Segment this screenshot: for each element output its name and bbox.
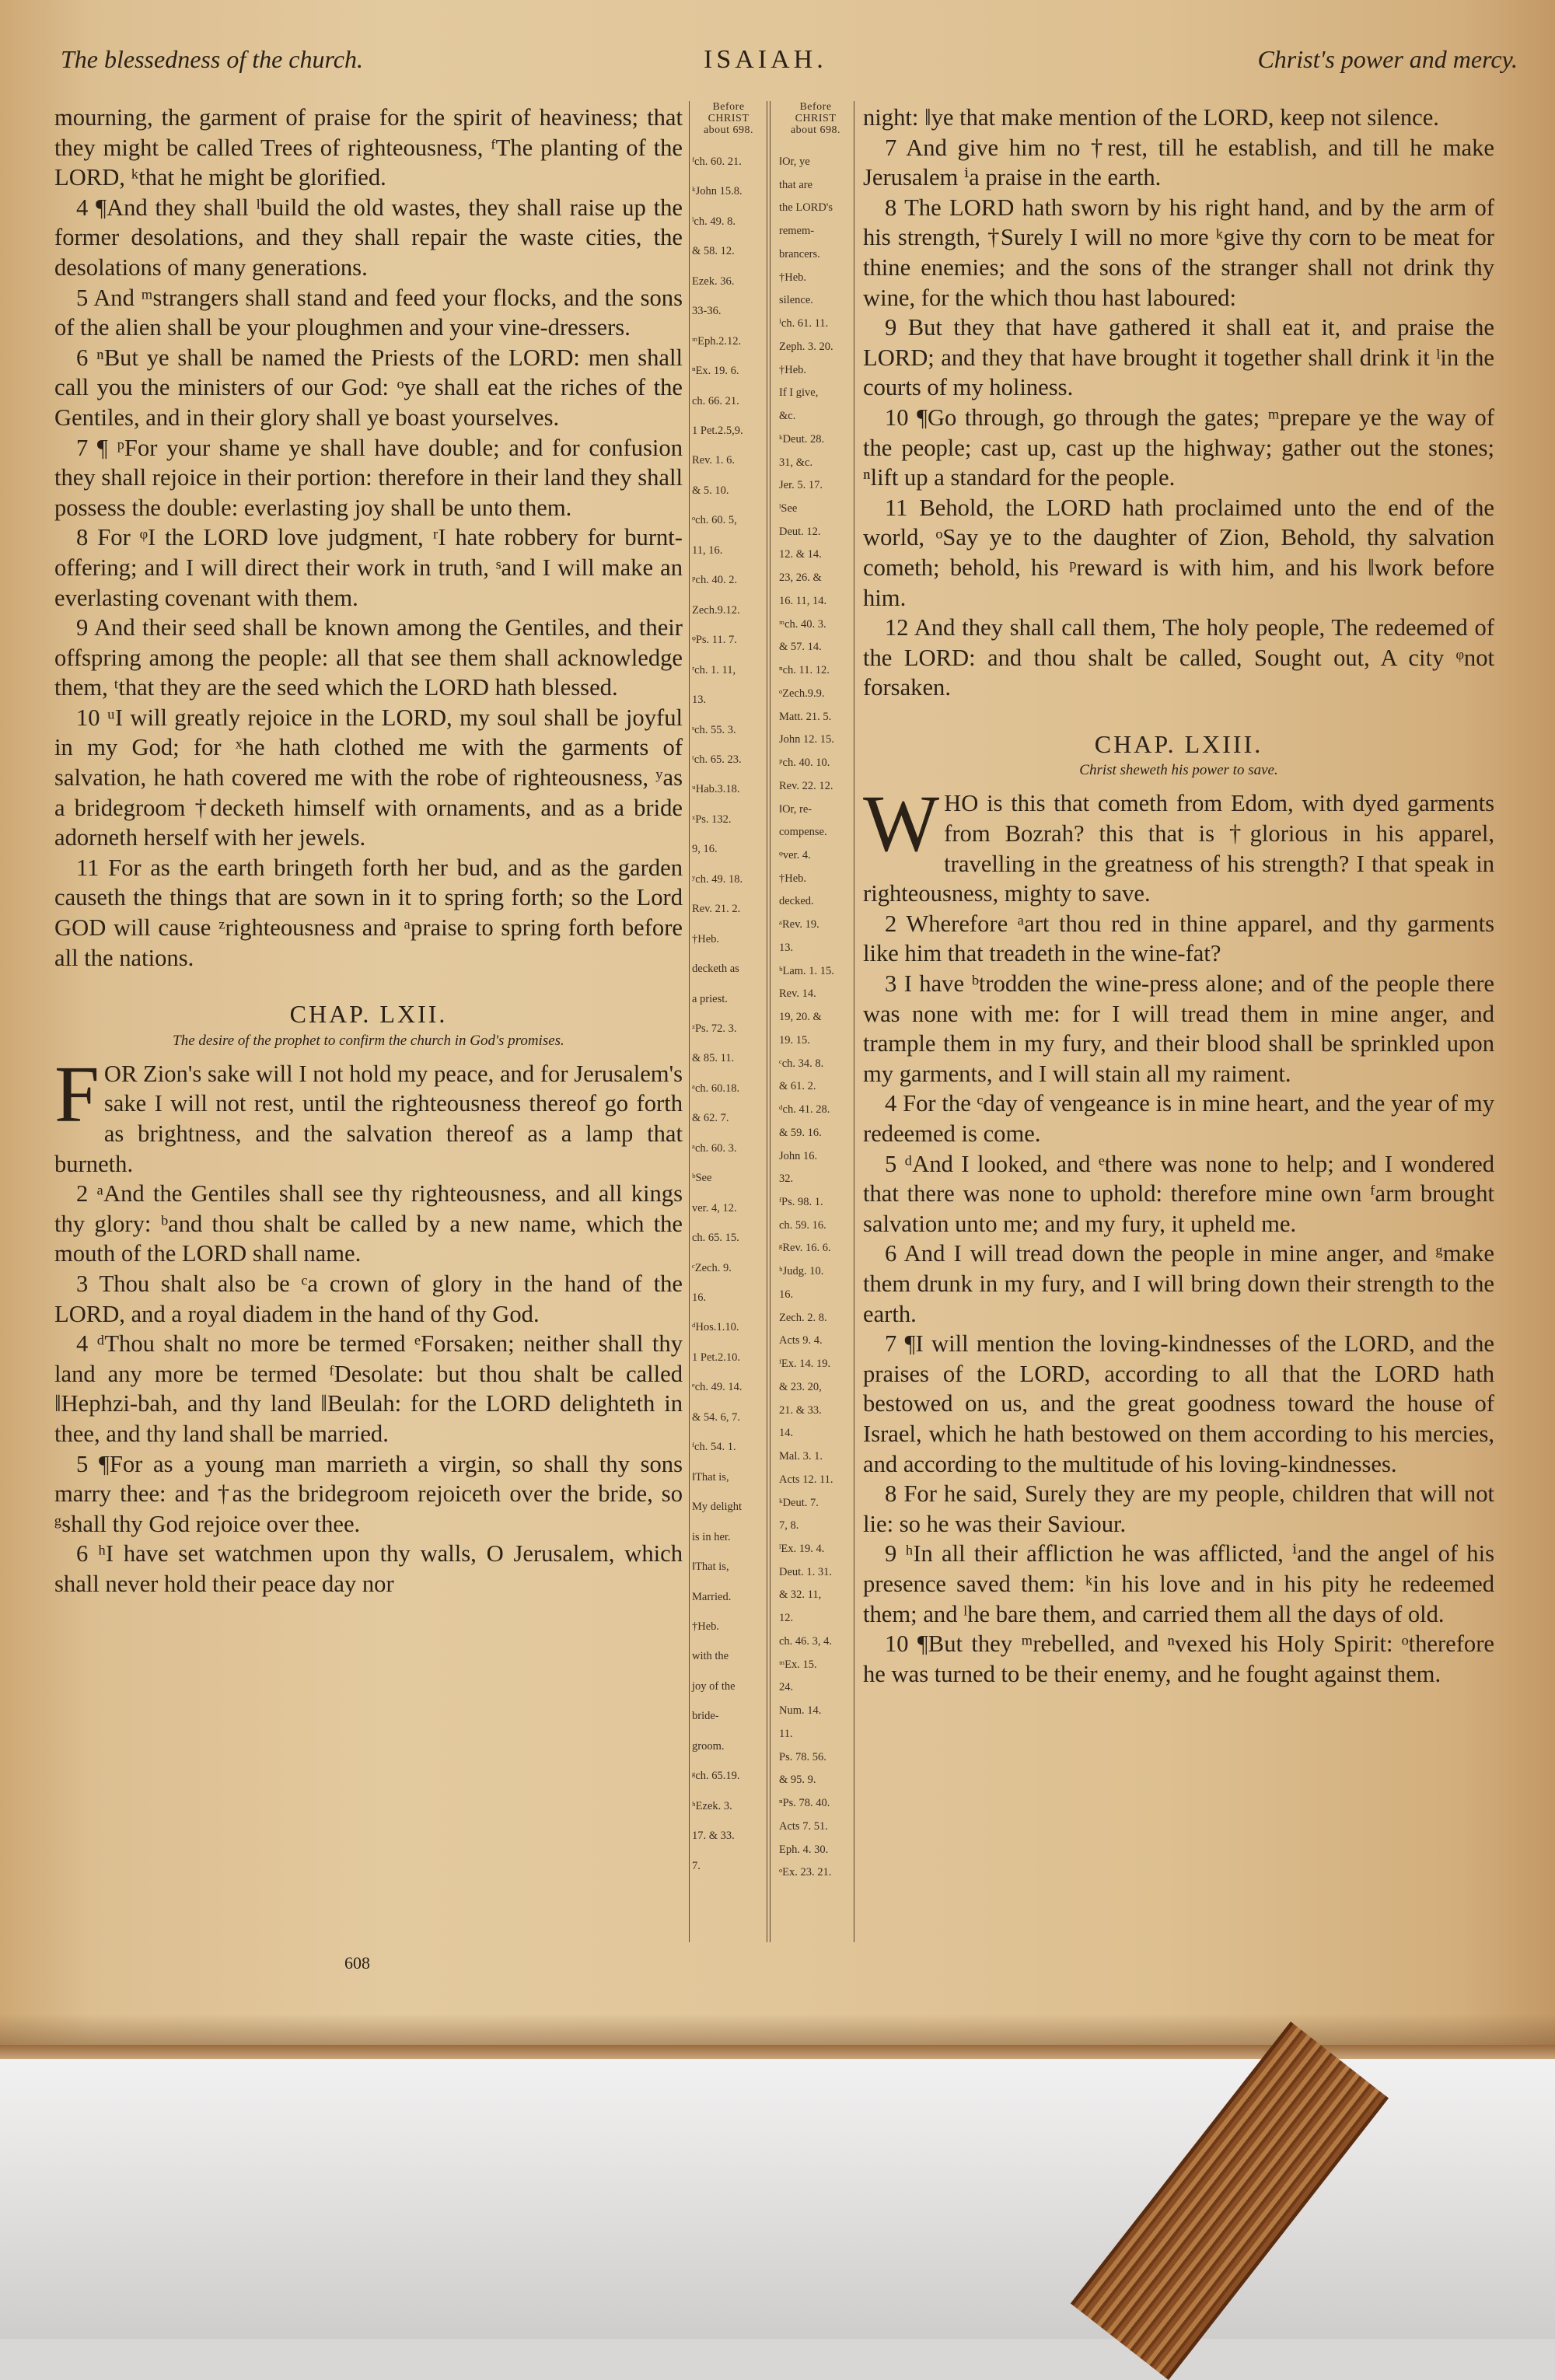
cross-reference: ʰJudg. 10. <box>779 1265 824 1277</box>
running-header-left: The blessedness of the church. <box>61 45 363 73</box>
verse: 6 ʰI have set watchmen upon thy walls, O Jerusalem, which shall never hold their peace day nor <box>54 1540 683 1597</box>
cross-reference: †Heb. <box>692 933 720 945</box>
cross-reference: 13. <box>779 942 794 954</box>
cross-reference: 19, 20. & <box>779 1011 822 1023</box>
cross-reference: & 59. 16. <box>779 1127 822 1139</box>
verse: 10 ᵘI will greatly rejoice in the LORD, my soul shall be joyful in my God; for ˣhe hath clothed me with the garments of salvation, he hath covered me with the robe of righteousness, ʸas a bridegroom †decketh himself with ornaments, and as a bride adorneth herself with her jewels. <box>54 704 683 851</box>
verse: WHO is this that cometh from Edom, with dyed garments from Bozrah? this that is †glorious in his apparel, travelling in the greatness of his strength? I that speak in righteousness, mighty to save. <box>863 779 1494 907</box>
cross-reference: & 5. 10. <box>692 484 729 497</box>
cross-reference: ᵠver. 4. <box>779 849 811 861</box>
cross-reference: ᵈch. 41. 28. <box>779 1103 830 1116</box>
cross-reference: ᵐEx. 15. <box>779 1658 817 1671</box>
verse: 8 For he said, Surely they are my people, children that will not lie: so he was their Saviour. <box>863 1480 1494 1537</box>
cross-reference: My delight <box>692 1501 743 1513</box>
cross-reference: 31, &c. <box>779 456 813 469</box>
text-column-left <box>54 103 683 1599</box>
cross-reference: 19. 15. <box>779 1034 810 1047</box>
verse: 3 Thou shalt also be ᶜa crown of glory in the hand of the LORD, and a royal diadem in the hand of thy God. <box>54 1270 683 1327</box>
verse: 7 ¶I will mention the loving-kindnesses of the LORD, and the praises of the LORD, according to all that the LORD hath bestowed on us, and the great goodness toward the house of Israel, which he hath bestowed on them according to his mercies, and according to the multitude of his loving-kindnesses. <box>863 1330 1494 1477</box>
margin-date-heading: Before CHRIST about 698. <box>703 101 754 136</box>
cross-reference: ᵈHos.1.10. <box>692 1321 739 1333</box>
cross-reference: ᵒEx. 23. 21. <box>779 1866 832 1878</box>
cross-reference: ch. 65. 15. <box>692 1232 739 1244</box>
cross-reference: decketh as <box>692 963 739 975</box>
cross-reference: ᵠPs. 11. 7. <box>692 634 737 646</box>
cross-reference: †Heb. <box>779 364 807 376</box>
cross-reference: & 32. 11, <box>779 1588 822 1601</box>
cross-reference: & 95. 9. <box>779 1774 816 1786</box>
cross-reference: ver. 4, 12. <box>692 1202 737 1214</box>
cross-reference: If I give, <box>779 386 819 399</box>
cross-reference: ⁿch. 11. 12. <box>779 664 830 676</box>
verse: 12 And they shall call them, The holy people, The redeemed of the LORD: and thou shalt be called, Sought out, A city ᵠnot forsaken. <box>863 614 1494 701</box>
verse: 9 ʰIn all their affliction he was afflicted, ⁱand the angel of his presence saved them: ᵏin his love and in his pity he redeemed them; and ˡhe bare them, and carried them all the days of old. <box>863 1540 1494 1627</box>
cross-reference: †Heb. <box>779 271 807 284</box>
cross-reference: remem- <box>779 225 815 237</box>
cross-reference: ᵗch. 65. 23. <box>692 753 742 766</box>
running-header-right: Christ's power and mercy. <box>1257 45 1518 73</box>
cross-reference: John 16. <box>779 1150 818 1162</box>
verse: 3 I have ᵇtrodden the wine-press alone; and of the people there was none with me: for I will tread them in mine anger, and trample them in my fury, and their blood shall be sprinkled upon my garments, and I will stain all my raiment. <box>863 970 1494 1087</box>
cross-reference: ⁱch. 61. 11. <box>779 317 829 330</box>
cross-reference: 24. <box>779 1681 794 1693</box>
cross-reference: ᵃRev. 19. <box>779 918 819 931</box>
cross-reference: 12. & 14. <box>779 548 822 561</box>
verse: 5 And ᵐstrangers shall stand and feed your flocks, and the sons of the alien shall be your ploughmen and your vine-dressers. <box>54 284 683 341</box>
cross-reference: 14. <box>779 1427 794 1439</box>
cross-reference: with the <box>692 1650 729 1662</box>
cross-reference: †Heb. <box>779 872 807 885</box>
cross-reference: Jer. 5. 17. <box>779 479 823 491</box>
cross-reference: Matt. 21. 5. <box>779 711 832 723</box>
cross-reference: ⁿEx. 19. 6. <box>692 365 739 377</box>
cross-reference: Rev. 1. 6. <box>692 454 736 467</box>
cross-reference: ʸch. 49. 18. <box>692 873 743 886</box>
cross-reference: ʳch. 1. 11, <box>692 664 736 676</box>
cross-reference: Zeph. 3. 20. <box>779 341 833 353</box>
verse: 2 Wherefore ᵃart thou red in thine apparel, and thy garments like him that treadeth in the wine-fat? <box>863 910 1494 967</box>
cross-reference: ch. 46. 3, 4. <box>779 1635 833 1648</box>
cross-reference: ᵇSee <box>692 1172 712 1184</box>
cross-reference: Zech.9.12. <box>692 604 740 617</box>
cross-reference: 23, 26. & <box>779 571 822 584</box>
text-column-right <box>863 103 1494 1689</box>
cross-reference: & 62. 7. <box>692 1112 729 1124</box>
cross-reference: ᵖch. 40. 2. <box>692 574 738 586</box>
cross-reference: Acts 9. 4. <box>779 1334 823 1347</box>
chapter-title: CHAP. LXII. <box>289 1000 448 1029</box>
verse: 8 The LORD hath sworn by his right hand, and by the arm of his strength, †Surely I will no more ᵏgive thy corn to be meat for thine enemies; and the sons of the stranger shall not drink thy wine, for the which thou hast laboured: <box>863 194 1494 311</box>
cross-reference: ᵃch. 60.18. <box>692 1082 740 1095</box>
cross-reference: ᵏDeut. 7. <box>779 1497 819 1509</box>
cross-reference: ʰEzek. 3. <box>692 1800 732 1812</box>
verse: night: ‖ye that make mention of the LORD, keep not silence. <box>863 104 1439 131</box>
cross-reference: & 58. 12. <box>692 245 735 257</box>
margin-date-heading: Before CHRIST about 698. <box>790 101 841 136</box>
verse: 7 And give him no †rest, till he establish, and till he make Jerusalem ⁱa praise in the earth. <box>863 134 1494 191</box>
cross-reference: &c. <box>779 410 796 422</box>
column-rule <box>689 101 690 1942</box>
drop-cap: F <box>54 1049 100 1139</box>
cross-reference: 11, 16. <box>692 544 723 557</box>
cross-reference: ˡch. 49. 8. <box>692 215 736 228</box>
cross-reference: ‖Or, re- <box>779 803 812 816</box>
cross-reference: ᵐch. 40. 3. <box>779 618 826 631</box>
cross-reference: & 85. 11. <box>692 1052 735 1064</box>
cross-reference: the LORD's <box>779 201 833 214</box>
cross-reference: & 57. 14. <box>779 641 822 653</box>
cross-reference: ‖That is, <box>692 1560 729 1573</box>
verse: 10 ¶But they ᵐrebelled, and ⁿvexed his Holy Spirit: ᵒtherefore he was turned to be their enemy, and he fought against them. <box>863 1630 1494 1687</box>
cross-reference: ᵐEph.2.12. <box>692 335 742 348</box>
cross-reference: ᵃch. 60. 3. <box>692 1142 737 1155</box>
cross-reference: Rev. 14. <box>779 987 816 1000</box>
cross-reference: 12. <box>779 1612 794 1624</box>
cross-reference: John 12. 15. <box>779 733 834 746</box>
verse: 4 For the ᶜday of vengeance is in mine heart, and the year of my redeemed is come. <box>863 1090 1494 1147</box>
cross-reference: ᵉch. 49. 14. <box>692 1381 743 1393</box>
cross-reference: ᶠPs. 98. 1. <box>779 1196 823 1208</box>
column-rule <box>770 101 771 1942</box>
cross-reference: Deut. 1. 31. <box>779 1566 833 1578</box>
verse: 10 ¶Go through, go through the gates; ᵐprepare ye the way of the people; cast up, cast up the highway; gather out the stones; ⁿlift up a standard for the people. <box>863 404 1494 491</box>
verse: 11 Behold, the LORD hath proclaimed unto the end of the world, ᵒSay ye to the daughter of Zion, Behold, thy salvation cometh; behold, his ᵖreward is with him, and his ‖work before him. <box>863 494 1494 611</box>
cross-reference: ᵇLam. 1. 15. <box>779 965 834 977</box>
cross-reference: ᵒZech.9.9. <box>779 687 825 700</box>
cross-reference: ᵒch. 60. 5, <box>692 514 737 526</box>
cross-reference: Mal. 3. 1. <box>779 1450 823 1463</box>
cross-reference: Acts 12. 11. <box>779 1473 833 1486</box>
cross-reference: Eph. 4. 30. <box>779 1844 829 1856</box>
chapter-summary: The desire of the prophet to confirm the church in God's promises. <box>173 1032 564 1049</box>
verse: 6 ⁿBut ye shall be named the Priests of the LORD: men shall call you the ministers of our God: ᵒye shall eat the riches of the Gentiles, and in their glory shall ye boast yourselves. <box>54 344 683 431</box>
cross-reference: compense. <box>779 826 827 838</box>
cross-reference: & 23. 20, <box>779 1381 822 1393</box>
cross-reference-column-left <box>692 101 765 1944</box>
cross-reference: ᵘHab.3.18. <box>692 783 740 795</box>
verse: 9 But they that have gathered it shall eat it, and praise the LORD; and they that have brought it together shall drink it ˡin the courts of my holiness. <box>863 314 1494 401</box>
cross-reference: 11. <box>779 1728 793 1740</box>
verse: 5 ¶For as a young man marrieth a virgin, so shall thy sons marry thee: and †as the bridegroom rejoiceth over the bride, so ᵍshall thy God rejoice over thee. <box>54 1450 683 1537</box>
cross-reference: 1 Pet.2.5,9. <box>692 425 743 437</box>
cross-reference: is in her. <box>692 1531 731 1543</box>
cross-reference: 1 Pet.2.10. <box>692 1351 741 1364</box>
cross-reference-column-right <box>779 101 852 1944</box>
verse: 4 ¶And they shall ˡbuild the old wastes, they shall raise up the former desolations, and they shall repair the waste cities, the desolations of many generations. <box>54 194 683 281</box>
verse: FOR Zion's sake will I not hold my peace, and for Jerusalem's sake I will not rest, until the righteousness thereof go forth as brightness, and the salvation thereof as a lamp that burneth. <box>54 1049 683 1177</box>
cross-reference: Num. 14. <box>779 1704 822 1717</box>
cross-reference: Ps. 78. 56. <box>779 1751 826 1763</box>
cross-reference: Rev. 21. 2. <box>692 903 741 915</box>
chapter-summary: Christ sheweth his power to save. <box>1079 762 1278 779</box>
cross-reference: & 54. 6, 7. <box>692 1411 741 1424</box>
verse: 2 ᵃAnd the Gentiles shall see thy righteousness, and all kings thy glory: ᵇand thou shalt be called by a new name, which the mouth of the LORD shall name. <box>54 1180 683 1267</box>
cross-reference: 13. <box>692 694 707 706</box>
cross-reference: ᶠch. 54. 1. <box>692 1441 736 1453</box>
cross-reference: ᵍch. 65.19. <box>692 1770 740 1782</box>
cross-reference: Married. <box>692 1591 732 1603</box>
cross-reference: 16. <box>779 1288 794 1301</box>
cross-reference: ᵏJohn 15.8. <box>692 185 743 197</box>
cross-reference: ˡEx. 19. 4. <box>779 1543 825 1555</box>
cross-reference: ˢch. 55. 3. <box>692 724 736 736</box>
cross-reference: that are <box>779 179 813 191</box>
cross-reference: 21. & 33. <box>779 1404 822 1417</box>
cross-reference: ‖That is, <box>692 1471 729 1484</box>
verse: 11 For as the earth bringeth forth her bud, and as the garden causeth the things that are sown in it to spring forth; so the Lord GOD will cause ᶻrighteousness and ᵃpraise to spring forth before all the nations. <box>54 854 683 971</box>
verse: 7 ¶ ᵖFor your shame ye shall have double; and for confusion they shall rejoice in their portion: therefore in their land they shall possess the double: everlasting joy shall be unto them. <box>54 434 683 521</box>
verse: 6 And I will tread down the people in mine anger, and ᵍmake them drunk in my fury, and I will bring down their strength to the earth. <box>863 1240 1494 1327</box>
cross-reference: ᶻPs. 72. 3. <box>692 1022 737 1035</box>
cross-reference: ⁱEx. 14. 19. <box>779 1358 831 1370</box>
cross-reference: ch. 59. 16. <box>779 1219 826 1232</box>
cross-reference: 17. & 33. <box>692 1830 735 1842</box>
cross-reference: Deut. 12. <box>779 526 821 538</box>
cross-reference: 16. 11, 14. <box>779 595 827 607</box>
cross-reference: ᶜch. 34. 8. <box>779 1057 824 1070</box>
cross-reference: ᵏDeut. 28. <box>779 433 825 446</box>
verse: mourning, the garment of praise for the spirit of heaviness; that they might be called Trees of righteousness, ᶠThe planting of the LORD, ᵏthat he might be glorified. <box>54 104 683 191</box>
cross-reference: decked. <box>779 895 814 907</box>
verse: 5 ᵈAnd I looked, and ᵉthere was none to help; and I wondered that there was none to uphold: therefore mine own ᶠarm brought salvation unto me; and my fury, it upheld me. <box>863 1150 1494 1237</box>
running-header-book: ISAIAH. <box>704 45 827 74</box>
cross-reference: 9, 16. <box>692 843 718 855</box>
cross-reference: 7. <box>692 1860 701 1872</box>
cross-reference: ⁿPs. 78. 40. <box>779 1797 830 1809</box>
drop-cap: W <box>863 779 940 869</box>
cross-reference: 7, 8. <box>779 1519 799 1532</box>
cross-reference: ch. 66. 21. <box>692 395 739 407</box>
cross-reference: joy of the <box>692 1680 736 1693</box>
verse: 8 For ᵠI the LORD love judgment, ʳI hate robbery for burnt-offering; and I will direct their work in truth, ˢand I will make an everlasting covenant with them. <box>54 524 683 611</box>
cross-reference: 32. <box>779 1173 794 1185</box>
page-number: 608 <box>344 1953 370 1973</box>
cross-reference: Acts 7. 51. <box>779 1820 828 1833</box>
cross-reference: ᵍRev. 16. 6. <box>779 1242 831 1254</box>
cross-reference: bride- <box>692 1710 719 1722</box>
cross-reference: Rev. 22. 12. <box>779 780 833 792</box>
cross-reference: ᵖch. 40. 10. <box>779 757 830 769</box>
cross-reference: ᶠch. 60. 21. <box>692 156 742 168</box>
cross-reference: 16. <box>692 1291 707 1304</box>
cross-reference: Ezek. 36. <box>692 275 735 288</box>
cross-reference: ‖Or, ye <box>779 156 810 168</box>
cross-reference: & 61. 2. <box>779 1080 816 1092</box>
cross-reference: brancers. <box>779 248 820 260</box>
cross-reference: ᶜZech. 9. <box>692 1262 732 1274</box>
cross-reference: silence. <box>779 294 813 306</box>
cross-reference: ˣPs. 132. <box>692 813 732 826</box>
verse: 4 ᵈThou shalt no more be termed ᵉForsaken; neither shall thy land any more be termed ᶠDesolate: but thou shalt be called ‖Hephzi-bah, and thy land ‖Beulah: for the LORD delighteth in thee, and thy land shall be married. <box>54 1330 683 1447</box>
cross-reference: ˡSee <box>779 502 798 515</box>
cross-reference: 33-36. <box>692 305 722 317</box>
cross-reference: †Heb. <box>692 1620 720 1633</box>
cross-reference: a priest. <box>692 993 728 1005</box>
cross-reference: Zech. 2. 8. <box>779 1312 827 1324</box>
chapter-title: CHAP. LXIII. <box>1094 729 1263 758</box>
cross-reference: groom. <box>692 1740 725 1753</box>
verse: 9 And their seed shall be known among the Gentiles, and their offspring among the people: all that see them shall acknowledge them, ᵗthat they are the seed which the LORD hath blessed. <box>54 614 683 701</box>
